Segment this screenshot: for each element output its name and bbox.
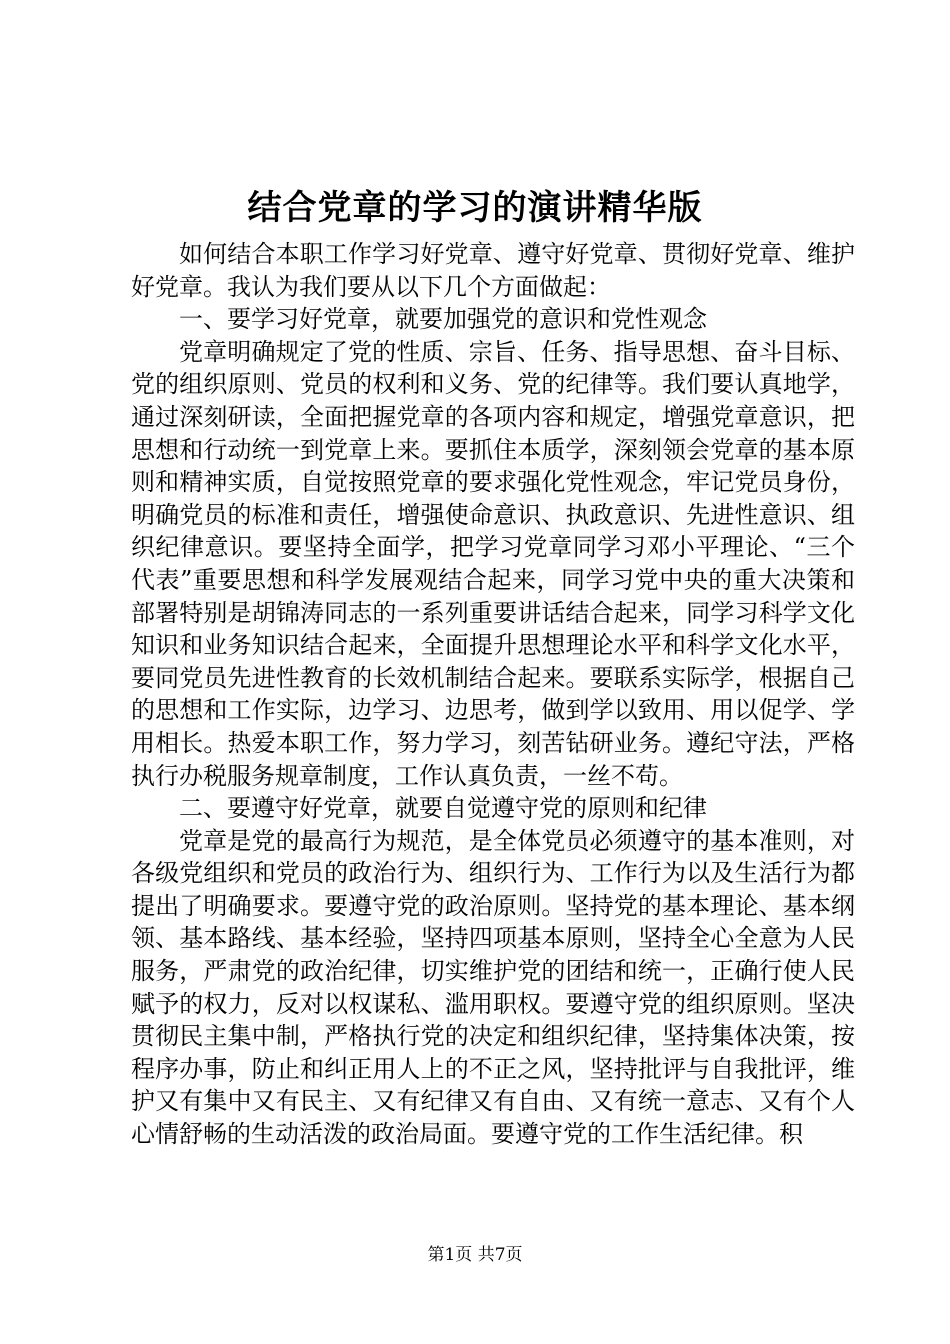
section-heading-1: 一、要学习好党章，就要加强党的意识和党性观念 [179, 305, 707, 334]
section-heading-2: 二、要遵守好党章，就要自觉遵守党的原则和纪律 [179, 794, 707, 823]
document-title: 结合党章的学习的演讲精华版 [247, 188, 703, 228]
intro-paragraph: 如何结合本职工作学习好党章、遵守好党章、贯彻好党章、维护好党章。我认为我们要从以下几个方面做起： [131, 240, 855, 301]
section-paragraph-1: 党章明确规定了党的性质、宗旨、任务、指导思想、奋斗目标、党的组织原则、党员的权利和义务、党的纪律等。我们要认真地学，通过深刻研读，全面把握党章的各项内容和规定，增强党章意识，把思想和行动统一到党章上来。要抓住本质学，深刻领会党章的基本原则和精神实质，自觉按照党章的要求强化党性观念，牢记党员身份，明确党员的标准和责任，增强使命意识、执政意识、先进性意识、组织纪律意识。要坚持全面学，把学习党章同学习邓小平理论、“三个代表”重要思想和科学发展观结合起来，同学习党中央的重大决策和部署特别是胡锦涛同志的一系列重要讲话结合起来，同学习科学文化知识和业务知识结合起来，全面提升思想理论水平和科学文化水平，要同党员先进性教育的长效机制结合起来。要联系实际学，根据自己的思想和工作实际，边学习、边思考，做到学以致用、用以促学、学用相长。热爱本职工作，努力学习，刻苦钻研业务。遵纪守法，严格执行办税服务规章制度，工作认真负责，一丝不苟。 [131, 337, 855, 790]
page-footer: 第1页 共7页 [427, 1245, 523, 1265]
document-body [131, 238, 855, 1151]
section-paragraph-2: 党章是党的最高行为规范，是全体党员必须遵守的基本准则，对各级党组织和党员的政治行为、组织行为、工作行为以及生活行为都提出了明确要求。要遵守党的政治原则。坚持党的基本理论、基本纲领、基本路线、基本经验，坚持四项基本原则，坚持全心全意为人民服务，严肃党的政治纪律，切实维护党的团结和统一，正确行使人民赋予的权力，反对以权谋私、滥用职权。要遵守党的组织原则。坚决贯彻民主集中制，严格执行党的决定和组织纪律，坚持集体决策，按程序办事，防止和纠正用人上的不正之风，坚持批评与自我批评，维护又有集中又有民主、又有纪律又有自由、又有统一意志、又有个人心情舒畅的生动活泼的政治局面。要遵守党的工作生活纪律。积 [131, 826, 855, 1149]
